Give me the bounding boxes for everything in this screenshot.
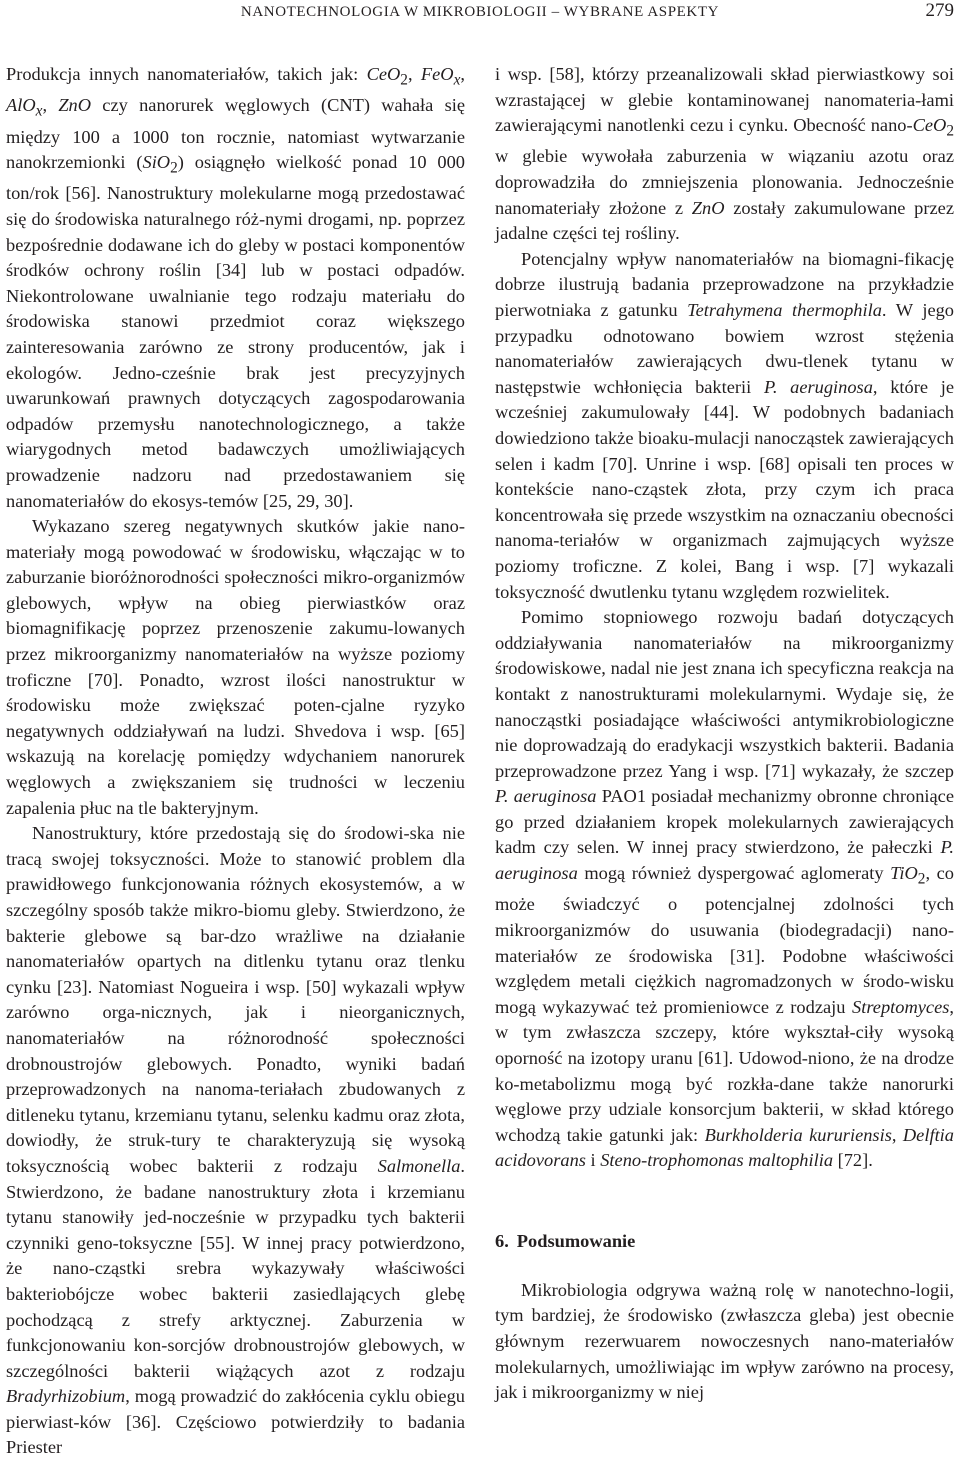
paragraph-bacterial-response: Pomimo stopniowego rozwoju badań dotyczących oddziaływania nanomateriałów na mikroorganizmy środowiskowe, nadal nie jest znana ich specyficzna reakcja na kontakt z nanostrukturami molekularnymi. Wydaje się, że nanocząstki posiadające właściwości antymikrobiologiczne nie doprowadzają do eradykacji wszystkich bakterii. Badania przeprowadzone przez Yang i wsp. [71] wykazały, że szczep P. aeruginosa PAO1 posiadał mechanizmy obronne chroniące go przed działaniem kropek molekularnych zawierających kadm czy selen. W innej pracy stwierdzono, że pałeczki P. aeruginosa mogą również dyspergować aglomeraty TiO$_2$, co może świadczyć o potencjalnej zdolności tych mikroorganizmów do usuwania (biodegradacji) nano-materiałów ze środowiska [31]. Podobne właściwości względem metali ciężkich nagromadzonych w środo-wisku mogą wykazywać też promieniowce z rodzaju Streptomyces, w tym zwłaszcza szczepy, które wykształ-ciły wysoką oporność na izotopy uranu [61]. Udowod-niono, że na drodze ko-metabolizmu mogą być rozkła-dane także nanorurki węglowe przy udziale konsorcjum bakterii, w skład którego wchodzą takie gatunki jak: Burkholderia kururiensis, Delftia acidovorans i Steno-trophomonas maltophilia [72]. <box>495 607 954 1171</box>
paragraph-biomagnification: Potencjalny wpływ nanomateriałów na biomagni-fikację dobrze ilustrują badania przeprowadzone na przykładzie pierwotniaka z gatunku Tetrahymena thermophila. W jego przypadku odnotowano bowiem wzrost stężenia nanomateriałów zawierających dwu-tlenek tytanu w następstwie wchłonięcia bakterii P. aeruginosa, które je wcześniej zakumulowały [44]. W podobnych badaniach dowiedziono także bioaku-mulacji nanocząstek zawierających selen i kadm [70]. Unrine i wsp. [68] opisali ten proces w kontekście nano-cząstek złota, przy czym ich praca koncentrowała się przede wszystkim na oznaczaniu obecności nanoma-teriałów w organizmach zajmujących wyższe poziomy troficzne. Z kolei, Bang i wsp. [7] wykazali toksyczność dwutlenku tytanu względem rozwielitek. <box>495 248 954 602</box>
section-heading <box>495 1228 954 1254</box>
right-column <box>495 62 954 1406</box>
paragraph-negative-effects: Wykazano szereg negatywnych skutków jakie nano-materiały mogą powodować w środowisku, włączając w to zaburzanie bioróżnorodności społeczności mikro-organizmów glebowych, wpływ na obieg pierwiastków oraz biomagnifikację poprzez przenoszenie zakumu-lowanych przez mikroorganizmy nanomateriałów na wyższe poziomy troficzne [70]. Ponadto, wzrost ilości nanostruktur w środowisku może zwiększać poten-cjalne ryzyko negatywnych oddziaływań na ludzi. Shvedova i wsp. [65] wskazują na korelację pomiędzy wdychaniem nanorurek węglowych a zwiększaniem się trudności w leczeniu zapalenia płuc na tle bakteryjnym. <box>6 516 465 818</box>
running-head: NANOTECHNOLOGIA W MIKROBIOLOGII – WYBRANE ASPEKTY <box>240 4 720 20</box>
page-number: 279 <box>925 0 954 21</box>
paragraph-production: Produkcja innych nanomateriałów, takich jak: CeO$_2$, FeO$_x$, AlO$_x$, ZnO czy nanorurek węglowych (CNT) wahała się między 100 a 1000 ton rocznie, natomiast wytwarzanie nanokrzemionki (SiO$_2$) osiągnęło wielkość ponad 10 000 ton/rok [56]. Nanostruktury molekularne mogą przedostawać się do środowiska naturalnego róż-nymi drogami, np. poprzez bezpośrednie dodawane ich do gleby w postaci komponentów środków ochrony roślin [34] lub w postaci odpadów. Niekontrolowane uwalnianie tego rodzaju materiału do środowiska stanowi przedmiot coraz większego zainteresowania zarówno ze strony producentów, jak i ekologów. Jedno-cześnie brak jest precyzyjnych uwarunkowań prawnych dotyczących zagospodarowania odpadów przemysłu nanotechnologicznego, a także wiarygodnych metod badawczych umożliwiających prowadzenie nadzoru nad przedostawaniem się nanomateriałów do ekosys-temów [25, 29, 30]. <box>6 64 466 511</box>
left-column <box>6 62 465 1461</box>
page-header <box>0 0 960 30</box>
paragraph-soy-study: i wsp. [58], którzy przeanalizowali skład pierwiastkowy soi wzrastającej w glebie kontaminowanej nanomateria-łami zawierającymi nanotlenki cezu i cynku. Obecność nano-CeO$_2$ w glebie wywołała zaburzenia w wiązaniu azotu oraz doprowadziła do zmniejszenia plonowania. Jednocześnie nanomateriały złożone z ZnO zostały zakumulowane przez jadalne części tej rośliny. <box>495 64 954 244</box>
section-number: 6. <box>495 1230 509 1251</box>
paragraph-summary: Mikrobiologia odgrywa ważną rolę w nanotechno-logii, tym bardziej, że środowisko (zwłaszcza gleba) jest obecnie głównym rezerwuarem nowoczesnych nano-materiałów molekularnych, umożliwiając im wpływ zarówno na procesy, jak i mikroorganizmy w niej <box>495 1279 954 1403</box>
section-title: Podsumowanie <box>516 1230 636 1251</box>
paragraph-toxicity: Nanostruktury, które przedostają się do środowi-ska nie tracą swojej toksyczności. Może to stanowić problem dla prawidłowego funkcjonowania różnych ekosystemów, a w szczególny sposób także mikro-biomu gleby. Stwierdzono, że bakterie glebowe są bar-dzo wrażliwe na działanie nanomateriałów opartych na ditlenku tytanu oraz tlenku cynku [23]. Natomiast Nogueira i wsp. [50] wykazali wpływ zarówno orga-nicznych, jak i nieorganicznych, nanomateriałów na różnorodność społeczności drobnoustrojów glebowych. Ponadto, wyniki badań przeprowadzonych na nanoma-teriałach zbudowanych z ditleneku tytanu, krzemianu tytanu, selenku kadmu oraz złota, dowiodły, że struk-tury te charakteryzują się wysoką toksycznością wobec bakterii z rodzaju Salmonella. Stwierdzono, że badane nanostruktury złota i krzemianu tytanu stanowiły jed-nocześnie w przypadku tych bakterii czynniki geno-toksyczne [55]. W innej pracy potwierdzono, że nano-cząstki srebra wykazywały właściwości bakteriobójcze wobec bakterii zasiedlających glebę pochodzącą z strefy arktycznej. Zaburzenia w funkcjonowaniu kon-sorcjów drobnoustrojów glebowych, w szczególności bakterii wiążących azot z rodzaju Bradyrhizobium, mogą prowadzić do zakłócenia cyklu obiegu pierwiast-ków [36]. Częściowo potwierdziły to badania Priester <box>6 823 465 1458</box>
